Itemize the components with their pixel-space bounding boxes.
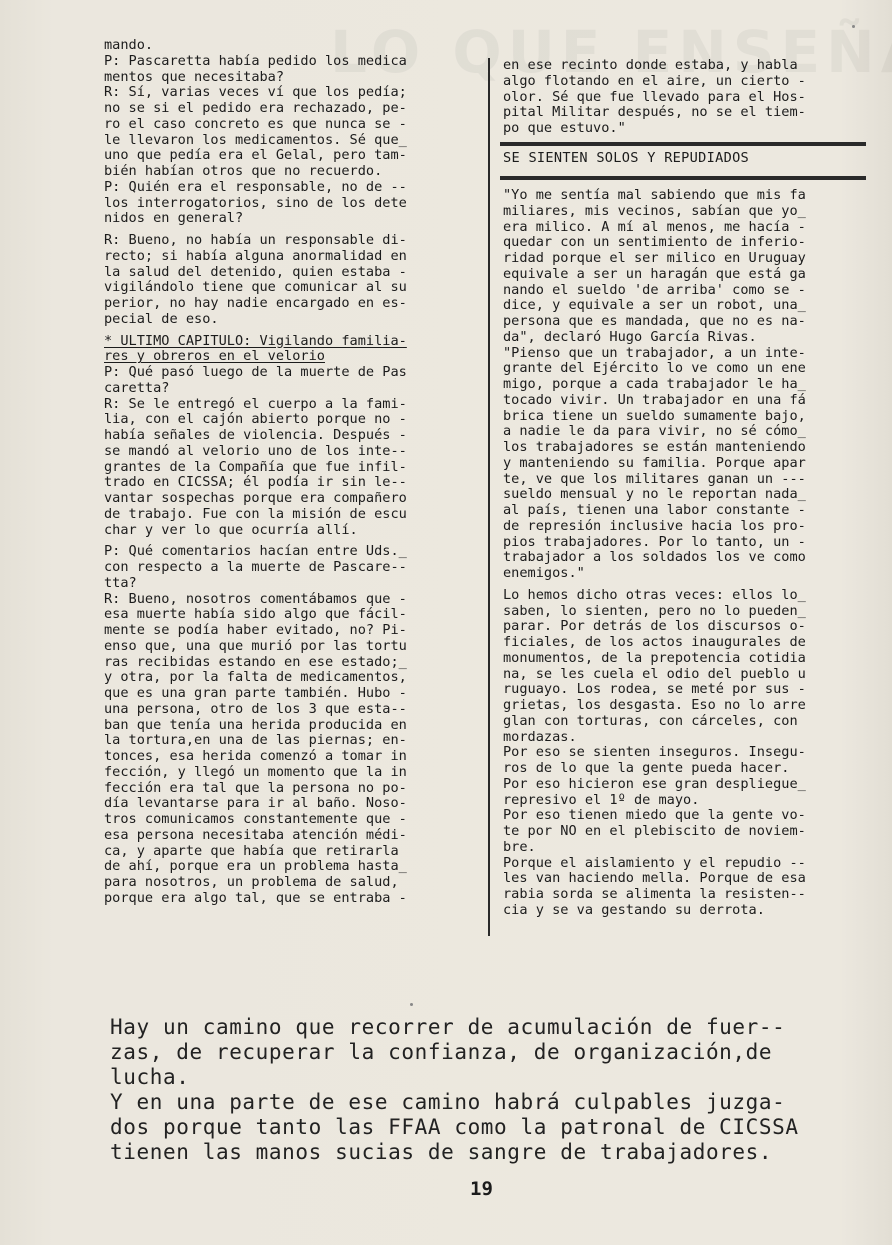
text-line: día levantarse para ir al baño. Noso- — [104, 795, 407, 812]
section-rule-top — [500, 142, 866, 146]
text-line: Por eso tienen miedo que la gente vo- — [503, 807, 806, 824]
text-line: recto; si había alguna anormalidad en — [104, 247, 407, 264]
text-line: "Pienso que un trabajador, a un inte- — [503, 344, 806, 361]
text-line: P: Qué comentarios hacían entre Uds._ — [104, 543, 407, 560]
text-line: bre. — [503, 838, 536, 855]
text-line: mentos que necesitaba? — [104, 68, 285, 85]
text-line: había señales de violencia. Después - — [104, 427, 407, 443]
text-line: la salud del detenido, quien estaba - — [104, 263, 407, 280]
section-rule-bottom — [500, 176, 866, 180]
text-line: ban que tenía una herida producida en — [104, 716, 407, 733]
text-line: cia y se va gestando su derrota. — [503, 901, 765, 918]
text-line: mente se podía haber evitado, no? Pi- — [104, 622, 407, 638]
text-line: uno que pedía era el Gelal, pero tam- — [104, 147, 407, 164]
text-line: con respecto a la muerte de Pascare-- — [104, 559, 407, 575]
text-line: trado en CICSSA; él podía ir sin le-- — [104, 474, 407, 491]
text-line: caretta? — [104, 379, 170, 396]
text-line: mordazas. — [503, 728, 577, 745]
text-line: tros comunicamos constantemente que - — [104, 811, 407, 827]
text-line: tocado vivir. Un trabajador en una fá — [503, 391, 806, 408]
text-line: Por eso se sienten inseguros. Insegu- — [503, 744, 806, 761]
text-line: bién habían otros que no recuerdo. — [104, 163, 383, 179]
text-line: monumentos, de la prepotencia cotidia — [503, 649, 806, 666]
text-line: pital Militar después, no se el tiem- — [503, 104, 806, 121]
text-line: sueldo mensual y no le reportan nada_ — [503, 486, 806, 503]
text-line: trabajador a los soldados los ve como — [503, 549, 806, 566]
text-line: da", declaró Hugo García Rivas. — [503, 328, 757, 345]
text-line: enso que, una que murió por las tortu — [104, 637, 407, 654]
text-line: olor. Sé que fue llevado para el Hos- — [503, 88, 806, 105]
text-line: que es una gran parte también. Hubo - — [104, 685, 407, 701]
text-line: fección era tal que la persona no po- — [104, 779, 407, 796]
text-line: P: Quién era el responsable, no de -- — [104, 178, 407, 195]
text-line: equivale a ser un haragán que está ga — [503, 265, 806, 282]
text-line: los trabajadores se están manteniendo — [503, 439, 806, 455]
text-line: mando. — [104, 37, 154, 53]
text-line: saben, lo sienten, pero no lo pueden_ — [503, 602, 806, 619]
text-line: no se si el pedido era rechazado, pe- — [104, 100, 407, 116]
closing-line: dos porque tanto las FFAA como la patronal de CICSSA — [110, 1115, 799, 1139]
text-line: ras recibidas estando en ese estado;_ — [104, 653, 407, 670]
text-line: los interrogatorios, sino de los dete — [104, 194, 407, 211]
text-line: parar. Por detrás de los discursos o- — [503, 618, 806, 635]
text-line: de represión inclusive hacia los pro- — [503, 517, 806, 534]
text-line: ficiales, de los actos inaugurales de — [503, 634, 806, 650]
text-line: esa muerte había sido algo que fácil- — [104, 606, 407, 623]
text-line: char y ver lo que ocurría allí. — [104, 521, 358, 538]
right-column-body — [503, 188, 863, 919]
text-line: * ULTIMO CAPITULO: Vigilando familia- — [104, 332, 407, 349]
text-line: y otra, por la falta de medicamentos, — [104, 669, 407, 686]
section-title: SE SIENTEN SOLOS Y REPUDIADOS — [503, 150, 750, 166]
text-line: le llevaron los medicamentos. Sé que_ — [104, 131, 407, 148]
text-line: ca, y aparte que había que retirarla — [104, 842, 399, 859]
text-line: era milico. A mí al menos, me hacía - — [503, 218, 806, 235]
text-line: ro el caso concreto es que nunca se - — [104, 115, 407, 132]
text-line: P: Pascaretta había pedido los medica — [104, 52, 407, 69]
text-line: en ese recinto donde estaba, y habla — [503, 57, 798, 73]
text-line: glan con torturas, con cárceles, con — [503, 712, 798, 729]
text-line: persona que es mandada, que no es na- — [503, 313, 806, 329]
text-line: migo, porque a cada trabajador le ha_ — [503, 376, 806, 392]
text-line: lia, con el cajón abierto porque no - — [104, 411, 407, 428]
fold-mark — [852, 25, 855, 28]
closing-line: Hay un camino que recorrer de acumulación de fuer-- — [110, 1015, 786, 1039]
text-line: de trabajo. Fue con la misión de escu — [104, 505, 407, 522]
text-line: vigilándolo tiene que comunicar al su — [104, 279, 407, 296]
text-line: enemigos." — [503, 565, 585, 581]
text-line: tonces, esa herida comenzó a tomar in — [104, 748, 407, 764]
text-line: brica tiene un sueldo sumamente bajo, — [503, 407, 806, 424]
text-line: grante del Ejército lo ve como un ene — [503, 360, 806, 377]
text-line: R: Sí, varias veces ví que los pedía; — [104, 84, 407, 101]
closing-line: zas, de recuperar la confianza, de organización,de — [110, 1040, 773, 1064]
text-line: quedar con un sentimiento de inferio- — [503, 234, 806, 251]
text-line: res y obreros en el velorio — [104, 348, 325, 365]
text-line: vantar sospechas porque era compañero — [104, 490, 407, 506]
left-column — [104, 38, 468, 907]
closing-statement — [110, 1015, 880, 1165]
text-line: po que estuvo." — [503, 120, 626, 136]
text-line: grantes de la Compañía que fue infil- — [104, 458, 407, 475]
text-line: al país, tienen una labor constante - — [503, 502, 806, 518]
closing-line: tienen las manos sucias de sangre de trabajadores. — [110, 1140, 773, 1164]
text-line: Lo hemos dicho otras veces: ellos lo_ — [503, 586, 806, 603]
text-line: R: Se le entregó el cuerpo a la fami- — [104, 395, 407, 412]
column-divider — [488, 58, 490, 936]
text-line: fección, y llegó un momento que la in — [104, 763, 407, 780]
text-line: y manteniendo su familia. Porque apar — [503, 454, 806, 471]
closing-line: Y en una parte de ese camino habrá culpables juzga- — [110, 1090, 786, 1114]
text-line: R: Bueno, no había un responsable di- — [104, 232, 407, 248]
text-line: de ahí, porque era un problema hasta_ — [104, 858, 407, 875]
text-line: dice, y equivale a ser un robot, una_ — [503, 297, 806, 314]
text-line: P: Qué pasó luego de la muerte de Pas — [104, 364, 407, 380]
closing-line: lucha. — [110, 1065, 190, 1089]
text-line: a nadie le da para vivir, no sé cómo_ — [503, 423, 806, 440]
text-line: ridad porque el ser milico en Uruguay — [503, 250, 806, 266]
text-line: pecial de eso. — [104, 310, 219, 327]
fold-mark — [410, 1003, 413, 1006]
text-line: perior, no hay nadie encargado en es- — [104, 295, 407, 311]
text-line: Por eso hicieron ese gran despliegue_ — [503, 775, 806, 792]
page-number: 19 — [470, 1178, 493, 1200]
text-line: R: Bueno, nosotros comentábamos que - — [104, 590, 407, 607]
text-line: te por NO en el plebiscito de noviem- — [503, 823, 806, 839]
text-line: pios trabajadores. Por lo tanto, un - — [503, 533, 806, 550]
text-line: algo flotando en el aire, un cierto - — [503, 72, 806, 89]
text-line: rabia sorda se alimenta la resisten-- — [503, 886, 806, 902]
right-column-continuation — [503, 58, 863, 137]
text-line: "Yo me sentía mal sabiendo que mis fa — [503, 187, 806, 203]
text-line: porque era algo tal, que se entraba - — [104, 889, 407, 906]
text-line: para nosotros, un problema de salud, — [104, 874, 399, 890]
text-line: te, ve que los militares ganan un --- — [503, 470, 806, 487]
text-line: nidos en general? — [104, 210, 244, 227]
text-line: una persona, otro de los 3 que esta-- — [104, 700, 407, 717]
text-line: la tortura,en una de las piernas; en- — [104, 732, 407, 749]
text-line: esa persona necesitaba atención médi- — [104, 826, 407, 843]
text-line: grietas, los desgasta. Eso no lo arre — [503, 697, 806, 713]
text-line: na, se les cuela el odio del pueblo u — [503, 665, 806, 682]
text-line: se mandó al velorio uno de los inte-- — [104, 442, 407, 459]
text-line: ruguayo. Los rodea, se meté por sus - — [503, 681, 806, 698]
text-line: represivo el 1º de mayo. — [503, 791, 700, 808]
text-line: ros de lo que la gente pueda hacer. — [503, 760, 790, 776]
text-line: miliares, mis vecinos, sabían que yo_ — [503, 202, 806, 219]
text-line: les van haciendo mella. Porque de esa — [503, 870, 806, 887]
text-line: Porque el aislamiento y el repudio -- — [503, 854, 806, 871]
text-line: nando el sueldo 'de arriba' como se - — [503, 281, 806, 298]
text-line: tta? — [104, 574, 137, 591]
